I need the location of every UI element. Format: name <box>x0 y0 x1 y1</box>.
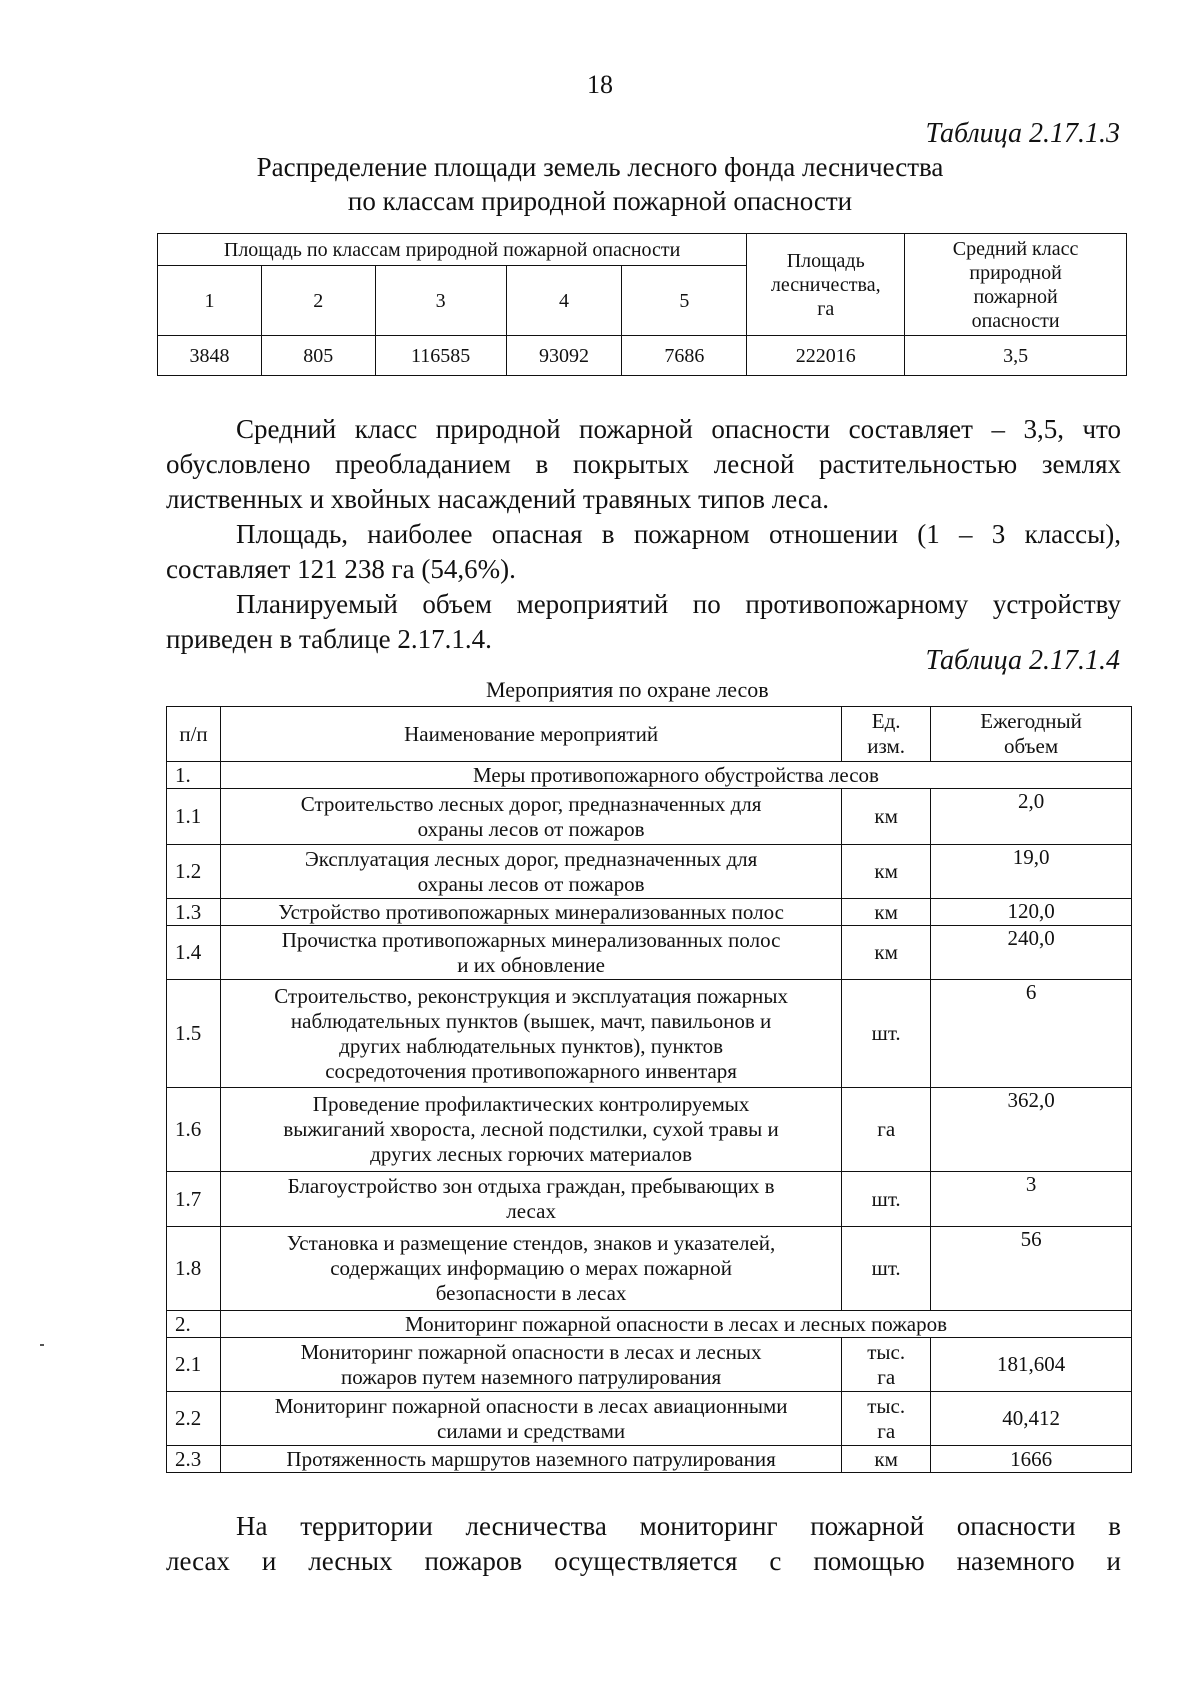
class-header: 2 <box>261 266 375 336</box>
section-row: 2. Мониторинг пожарной опасности в лесах и лесных пожаров <box>167 1311 1132 1338</box>
table-row: 2.3 Протяженность маршрутов наземного патрулирования км 1666 <box>167 1446 1132 1473</box>
table-row: 1.5 Строительство, реконструкция и эксплуатация пожарных наблюдательных пунктов (вышек, мачт, павильонов и других наблюдательных пунктов), пунктов сосредоточения противопожарного инвентаря шт. 6 <box>167 980 1132 1088</box>
area-value: 222016 <box>747 336 905 376</box>
class-header: 4 <box>506 266 622 336</box>
scan-artifact <box>40 1344 44 1346</box>
area-header: Площадь лесничества, га <box>747 234 905 336</box>
paragraph-monitoring: На территории лесничества мониторинг пожарной опасности в лесах и лесных пожаров осуществляется с помощью наземного и <box>166 1511 1121 1576</box>
table-row: 1.7 Благоустройство зон отдыха граждан, пребывающих в лесах шт. 3 <box>167 1172 1132 1227</box>
table-row: 2.1 Мониторинг пожарной опасности в лесах и лесных пожаров путем наземного патрулирования тыс. га 181,604 <box>167 1338 1132 1392</box>
class-value: 93092 <box>506 336 622 376</box>
table1-caption: Таблица 2.17.1.3 <box>925 118 1120 149</box>
page-number: 18 <box>587 70 613 99</box>
class-header: 1 <box>158 266 262 336</box>
class-area-group-header: Площадь по классам природной пожарной опасности <box>158 234 747 266</box>
table-row: 2.2 Мониторинг пожарной опасности в лесах авиационными силами и средствами тыс. га 40,412 <box>167 1392 1132 1446</box>
table-row: 1.3 Устройство противопожарных минерализованных полос км 120,0 <box>167 899 1132 926</box>
table2-caption: Таблица 2.17.1.4 <box>925 645 1120 676</box>
forest-protection-table <box>166 706 1132 1473</box>
table-row: 1.8 Установка и размещение стендов, знаков и указателей, содержащих информацию о мерах пожарной безопасности в лесах шт. 56 <box>167 1227 1132 1311</box>
paragraph-planned-volume: Планируемый объем мероприятий по противопожарному устройству приведен в таблице 2.17.1.4. <box>166 589 1121 654</box>
table1-title-line-1: Распределение площади земель лесного фонда лесничества <box>256 152 944 182</box>
section-row: 1. Меры противопожарного обустройства лесов <box>167 762 1132 789</box>
avg-class-value: 3,5 <box>905 336 1127 376</box>
table-row: 1.2 Эксплуатация лесных дорог, предназначенных для охраны лесов от пожаров км 19,0 <box>167 845 1132 899</box>
class-value: 805 <box>261 336 375 376</box>
num-header: п/п <box>167 707 221 762</box>
table-row: 1.4 Прочистка противопожарных минерализованных полос и их обновление км 240,0 <box>167 926 1132 980</box>
class-value: 3848 <box>158 336 262 376</box>
paragraph-dangerous-area: Площадь, наиболее опасная в пожарном отношении (1 – 3 классы), составляет 121 238 га (54,6%). <box>166 519 1121 584</box>
table-row: 1.1 Строительство лесных дорог, предназначенных для охраны лесов от пожаров км 2,0 <box>167 789 1132 845</box>
table-row: 1.6 Проведение профилактических контролируемых выжиганий хвороста, лесной подстилки, сухой травы и других лесных горючих материалов га 362,0 <box>167 1088 1132 1172</box>
class-header: 5 <box>622 266 747 336</box>
name-header: Наименование мероприятий <box>220 707 841 762</box>
paragraph-avg-class: Средний класс природной пожарной опасности составляет – 3,5, что обусловлено преобладанием в покрытых лесной растительностью землях лиственных и хвойных насаждений травяных типов леса. <box>166 414 1121 514</box>
avg-class-header: Средний класс природной пожарной опасности <box>905 234 1127 336</box>
volume-header: Ежегодный объем <box>931 707 1132 762</box>
fire-class-table <box>157 233 1127 376</box>
table2-title: Мероприятия по охране лесов <box>486 677 769 702</box>
table1-title-line-2: по классам природной пожарной опасности <box>347 186 853 216</box>
class-header: 3 <box>375 266 506 336</box>
unit-header: Ед. изм. <box>842 707 931 762</box>
class-value: 116585 <box>375 336 506 376</box>
class-value: 7686 <box>622 336 747 376</box>
